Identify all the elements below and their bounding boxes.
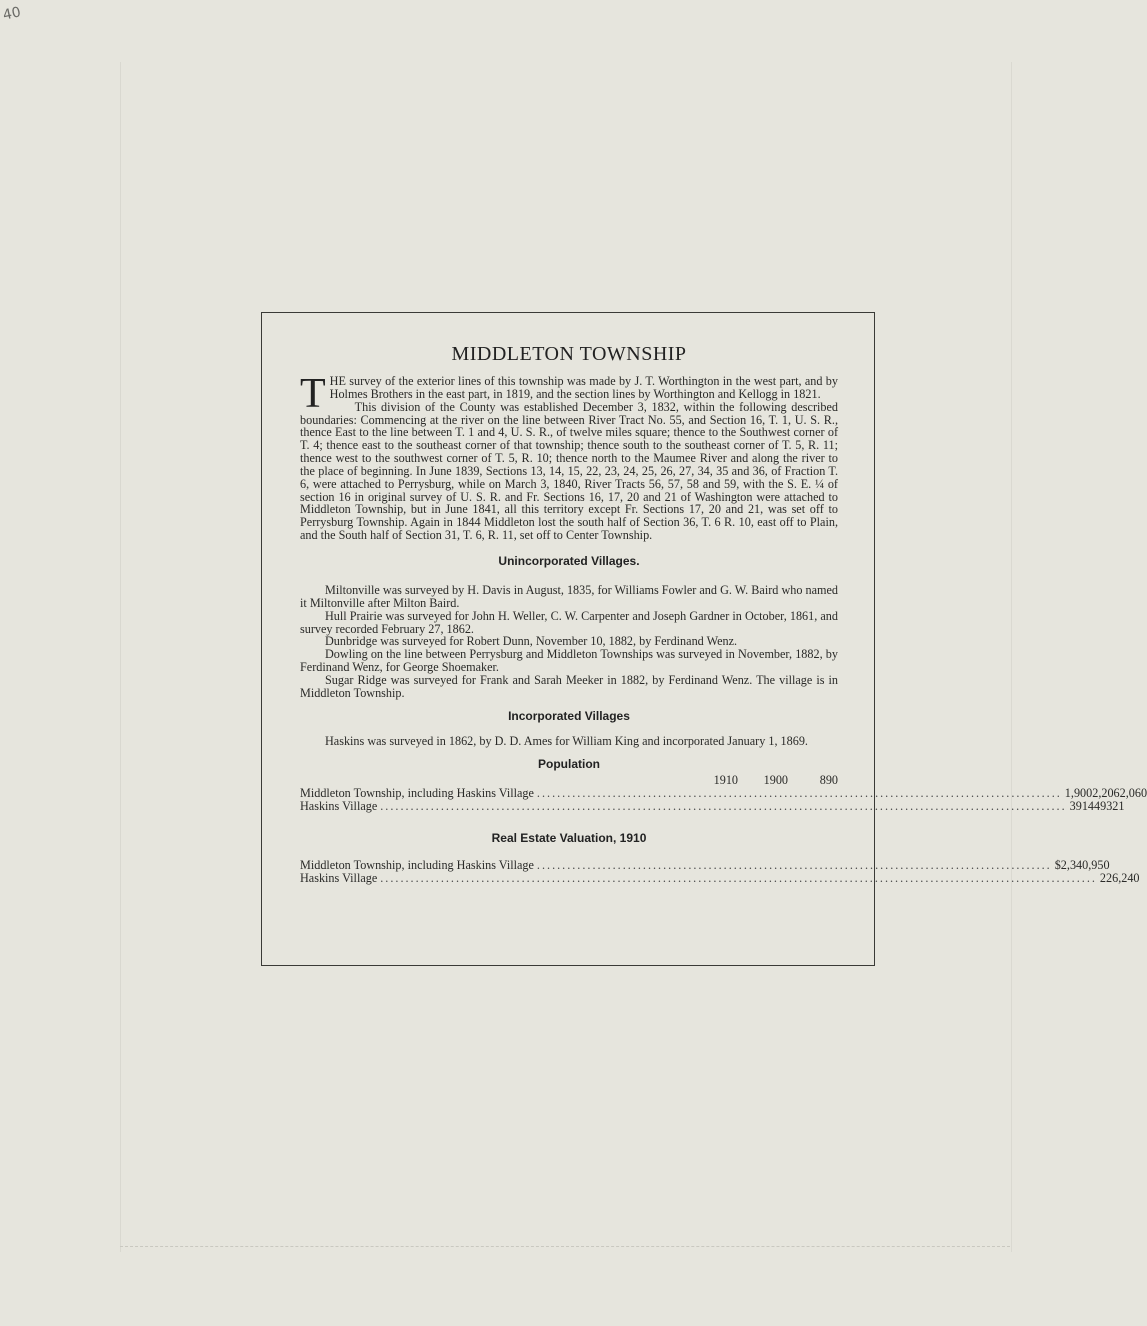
population-value: 2,206 [1092,786,1120,801]
population-value: 449 [1087,799,1107,814]
valuation-amount: 2,340,950 [1060,857,1110,872]
population-row-label: Middleton Township, including Haskins Village [300,786,534,801]
valuation-row-label: Haskins Village [300,870,378,885]
page-title: MIDDLETON TOWNSHIP [451,343,687,365]
dot-leader: ...................................................................................................... [536,857,1052,872]
unincorporated-villages-text [300,584,838,700]
year-col: 890 [819,773,838,788]
valuation-row [300,870,1140,885]
valuation-amount: 226,240 [1099,870,1140,885]
valuation-row [300,857,1110,872]
haskins-paragraph: Haskins was surveyed in 1862, by D. D. Ames for William King and incorporated January 1, 1869. [325,733,808,748]
intro-paragraph-1 [300,371,838,417]
year-col: 1900 [763,773,788,788]
history-text [300,371,838,543]
village-paragraph: Dowling on the line between Perrysburg and Middleton Townships was surveyed in November, 1882, by Ferdinand Wenz, for George Shoemaker. [300,647,838,675]
population-row-label: Haskins Village [300,799,378,814]
population-value: 1,900 [1064,786,1093,801]
village-paragraph: Miltonville was surveyed by H. Davis in August, 1835, for Williams Fowler and G. W. Baird who named it Miltonville after Milton Baird. [300,582,838,610]
intro-paragraph-2: This division of the County was established December 3, 1832, within the following described boundaries: Commencing at the river on the line between River Tract No. 55, and Section 16, T. 1, U. S. R., thence East to the line between T. 1 and 4, U. S. R., of twelve miles square; thence to the Southwest corner of T. 4; thence east to the southeast corner of that township; thence south to the southeast corner of T. 5, R. 11; thence west to the southwest corner of T. 5, R. 10; thence north to the Maumee River and along the river to the place of beginning. In June 1839, Sections 13, 14, 15, 22, 23, 24, 25, 26, 27, 34, 35 and 36, of Fraction T. 6, were attached to Perrysburg, while on March 3, 1840, River Tracts 56, 57, 58 and 59, with the S. E. ¼ of section 16 in original survey of U. S. R. and Fr. Sections 16, 17, 20 and 21 of Washington were attached to Middleton Township, but in June 1841, all this territory except Fr. Sections 17, 20 and 21, was set off to Perrysburg Township. Again in 1844 Middleton lost the south half of Section 36, T. 6 R. 10, east off to Plain, and the South half of Section 31, T. 6, R. 11, set off to Center Township. [300,399,838,543]
year-col: 1910 [713,773,738,788]
population-heading: Population [538,757,600,772]
village-paragraph: Dunbridge was surveyed for Robert Dunn, November 10, 1882, by Ferdinand Wenz. [325,634,738,649]
currency-symbol: $ [1054,857,1061,872]
incorporated-villages-text [300,735,838,748]
dot-leader: ........................................................................................................................................ [380,799,1067,814]
township-text-panel [261,312,1147,966]
dot-leader: ........................................................................................................ [536,786,1062,801]
village-paragraph: Sugar Ridge was surveyed for Frank and Sarah Meeker in 1882, by Ferdinand Wenz. The village is in Middleton Township. [300,672,838,700]
population-value: 321 [1106,799,1125,814]
population-value: 391 [1069,799,1088,814]
incorporated-heading: Incorporated Villages [508,708,630,723]
page-number-marker: 40 [1,4,23,24]
panel-content [300,313,1147,885]
valuation-heading: Real Estate Valuation, 1910 [491,830,647,845]
valuation-row-label: Middleton Township, including Haskins Village [300,857,534,872]
show-through-border [120,1246,1010,1247]
dot-leader: .............................................................................................................................................. [380,870,1097,885]
village-paragraph: Hull Prairie was surveyed for John H. Weller, C. W. Carpenter and Joseph Gardner in October, 1861, and survey recorded February 27, 1862. [300,608,838,636]
unincorporated-heading: Unincorporated Villages. [498,553,640,568]
intro-text-1: HE survey of the exterior lines of this township was made by J. T. Worthington in the west part, and by Holmes Brothers in the east part, in 1819, and the section lines by Worthington and Kellogg in 1821. [329,374,838,401]
population-value: 2,060 [1119,786,1147,801]
population-row [300,799,1125,814]
drop-cap-letter: T [300,371,326,417]
